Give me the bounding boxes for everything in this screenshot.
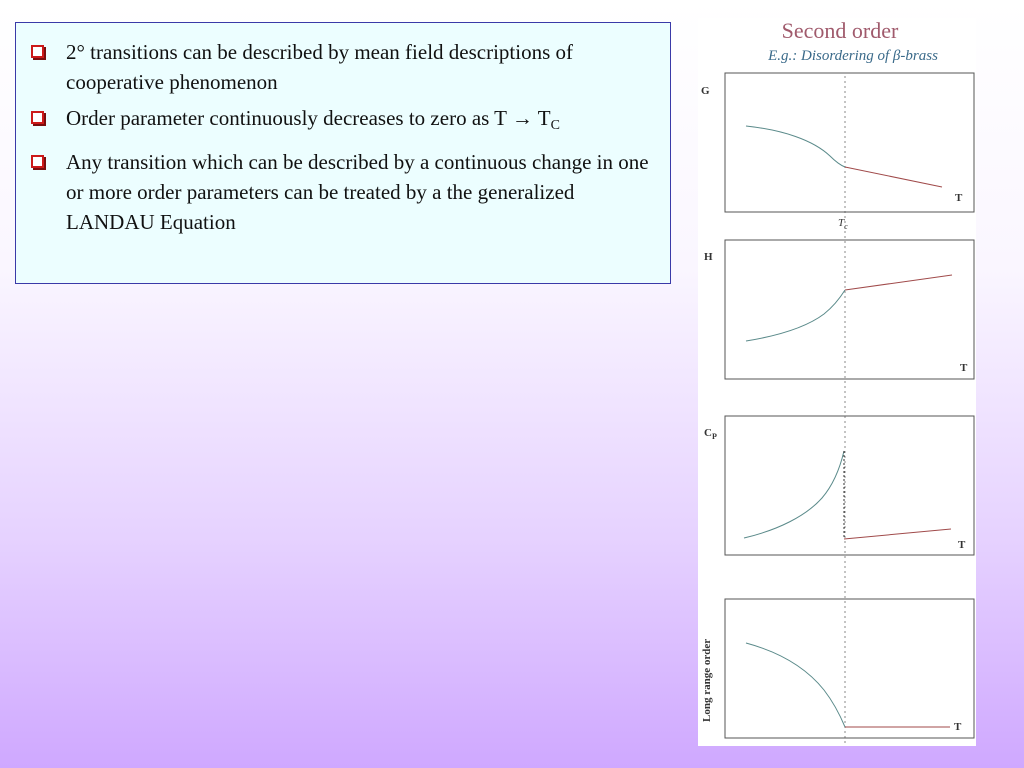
- bullet-text-2-subscript: C: [550, 118, 560, 133]
- panel-g-xlabel: T: [955, 192, 963, 204]
- figure-subtitle: E.g.: Disordering of β-brass: [768, 48, 938, 64]
- bullet-list: [28, 37, 658, 237]
- figure-title: Second order: [781, 18, 899, 43]
- tc-label: $T_c$: [838, 217, 848, 231]
- checkbox-bullet-icon: [31, 111, 44, 124]
- thermo-diagram-svg: [698, 18, 976, 746]
- lro-curve-ordered: [746, 643, 845, 727]
- panel-h-ylabel: H: [704, 251, 713, 263]
- bullet-text-3: Any transition which can be described by a continuous change in one or more order parameters can be treated by a the generalized LANDAU Equation: [66, 150, 649, 234]
- bullet-item-3: [28, 147, 658, 237]
- panel-h-xlabel: T: [960, 362, 968, 374]
- text-box: [15, 22, 671, 284]
- panel-lro-xlabel: T: [954, 721, 962, 733]
- panel-cp-ylabel: $C_P$: [704, 427, 717, 441]
- h-curve-ordered: [746, 290, 845, 341]
- bullet-item-2: [28, 103, 658, 141]
- panel-cp-frame: [725, 416, 974, 555]
- bullet-text-2: Order parameter continuously decreases to zero as T → T: [66, 106, 551, 130]
- checkbox-bullet-icon: [31, 155, 44, 168]
- cp-curve-disordered: [844, 529, 951, 539]
- bullet-text-1: 2° transitions can be described by mean field descriptions of cooperative phenomenon: [66, 40, 574, 94]
- bullet-item-1: [28, 37, 658, 97]
- figure-panel: [698, 18, 976, 746]
- panel-lro-frame: [725, 599, 974, 738]
- panel-g-ylabel: G: [701, 85, 710, 97]
- g-curve-ordered: [746, 126, 845, 167]
- h-curve-disordered: [845, 275, 952, 290]
- panel-cp-xlabel: T: [958, 539, 966, 551]
- checkbox-bullet-icon: [31, 45, 44, 58]
- g-curve-disordered: [845, 167, 942, 187]
- cp-curve-ordered: [744, 451, 844, 538]
- panel-g-frame: [725, 73, 974, 212]
- panel-h-frame: [725, 240, 974, 379]
- panel-lro-ylabel: Long range order: [701, 638, 713, 722]
